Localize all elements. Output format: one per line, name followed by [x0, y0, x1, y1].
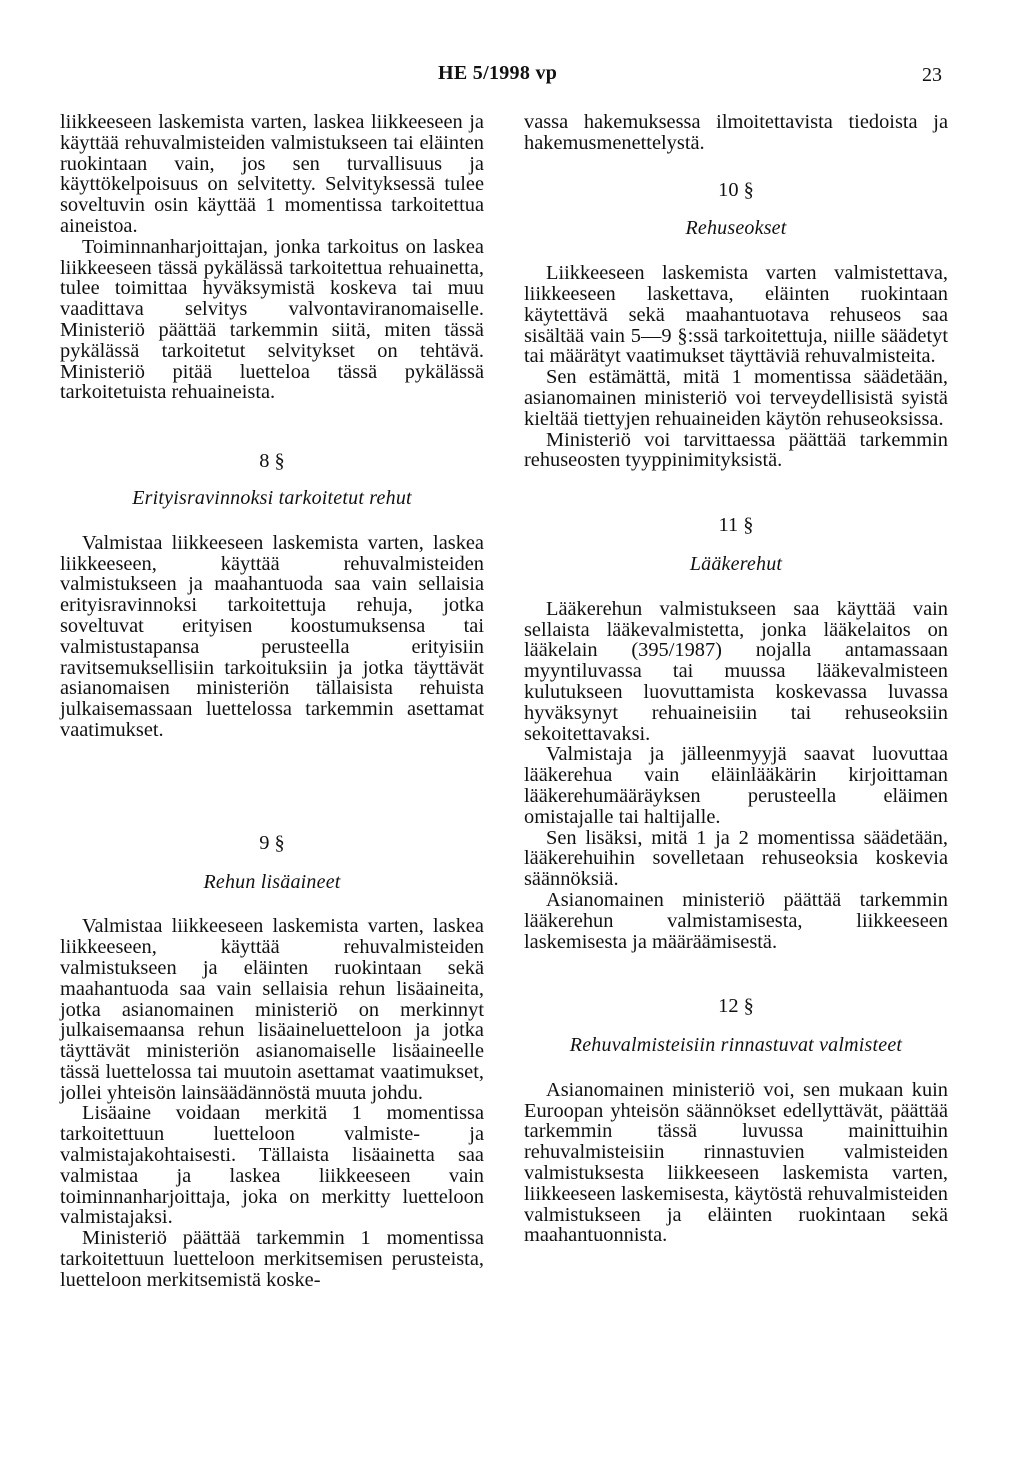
paragraph: Asianomainen ministeriö voi, sen mukaan kuin Euroopan yhteisön säännökset edellyttävät, päättää tarkemmin tässä luvussa mainittuihin rehuvalmisteisiin rinnastuvien valmisteiden valmistuksesta liikkeeseen laskemista varten, liikkeeseen laskemisesta, käytöstä rehuvalmisteiden valmistukseen ja eläinten ruokintaan sekä maahantuonnista.: [524, 1078, 948, 1247]
paragraph: Toiminnanharjoittajan, jonka tarkoitus on laskea liikkeeseen tässä pykälässä tarkoitettua rehuainetta, tulee toimittaa hyväksymistä koskeva tai muu vaadittava selvitys valvontaviranomaiselle. Ministeriö päättää tarkemmin siitä, miten tässä pykälässä tarkoitetut selvitykset on tehtävä. Ministeriö pitää luetteloa tässä pykälässä tarkoitetuista rehuaineista.: [60, 235, 484, 404]
paragraph: liikkeeseen laskemista varten, laskea liikkeeseen ja käyttää rehuvalmisteiden valmistukseen tai eläinten ruokintaan vain, jos sen turvallisuus ja käyttökelpoisuus on selvitetty. Selvityksessä tulee soveltuvin osin käyttää 1 momentissa tarkoitettua aineistoa.: [60, 111, 484, 237]
section-number-12: 12 §: [718, 995, 754, 1018]
paragraph: Sen lisäksi, mitä 1 ja 2 momentissa säädetään, lääkerehuihin sovelletaan rehuseoksia koskevia säännöksiä.: [524, 826, 948, 891]
paragraph: Asianomainen ministeriö päättää tarkemmin lääkerehun valmistamisesta, liikkeeseen laskemisesta ja määräämisestä.: [524, 888, 948, 953]
page-number: 23: [922, 64, 942, 86]
paragraph: Valmistaa liikkeeseen laskemista varten, laskea liikkeeseen, käyttää rehuvalmisteiden valmistukseen ja eläinten ruokintaan sekä maahantuoda saa vain sellaisia rehun lisäaineita, jotka asianomainen ministeriö on merkinnyt julkaisemaansa rehun lisäaineluetteloon ja jotka täyttävät ministeriön asianomaiselle lisäaineelle tässä luettelossa tai muutoin asettamat vaatimukset, jollei yhteisön lainsäädännöstä muuta johdu.: [60, 915, 484, 1104]
section-title-9: Rehun lisäaineet: [203, 870, 341, 893]
paragraph: Ministeriö päättää tarkemmin 1 momentissa tarkoitettuun luetteloon merkitsemisen perusteista, luetteloon merkitsemistä koske-: [60, 1227, 484, 1291]
paragraph: Liikkeeseen laskemista varten valmistettava, liikkeeseen laskettava, eläinten ruokintaan käytettävä sekä maahantuotava rehuseos saa sisältää vain 5—9 §:ssä tarkoitettuja, niille säädetyt tai määrätyt vaatimukset täyttäviä rehuvalmisteita.: [524, 262, 948, 368]
document-title: HE 5/1998 vp: [438, 62, 558, 84]
section-title-12: Rehuvalmisteisiin rinnastuvat valmisteet: [569, 1034, 903, 1057]
paragraph: Valmistaja ja jälleenmyyjä saavat luovuttaa lääkerehua vain eläinlääkärin kirjoittaman lääkerehumääräyksen perusteella eläimen omistajalle tai haltijalle.: [524, 743, 948, 828]
section-number-11: 11 §: [718, 514, 754, 537]
section-number-8: 8 §: [259, 450, 285, 473]
paragraph: Valmistaa liikkeeseen laskemista varten, laskea liikkeeseen, käyttää rehuvalmisteiden valmistukseen ja maahantuoda saa vain sellaisia erityisravinnoksi tarkoitettuja rehuja, jotka soveltuvat erityisen koostumuksensa tai valmistustapansa perusteella erityisiin ravitsemuksellisiin tarkoituksiin ja jotka täyttävät asianomaisen ministeriön tällaisista rehuista julkaisemassaan luettelossa tarkemmin asettamat vaatimukset.: [60, 531, 484, 741]
section-number-9: 9 §: [259, 831, 285, 854]
right-column: [524, 112, 948, 1246]
paragraph: Lisäaine voidaan merkitä 1 momentissa tarkoitettuun luetteloon valmiste- ja valmistajakohtaisesti. Tällaista lisäainetta saa valmistaa ja laskea liikkeeseen vain toiminnanharjoittaja, joka on merkitty luetteloon valmistajaksi.: [60, 1102, 484, 1229]
left-column: [60, 112, 484, 1291]
paragraph: Sen estämättä, mitä 1 momentissa säädetään, asianomainen ministeriö voi terveydellisistä syistä kieltää tiettyjen rehuaineiden käytön rehuseoksissa.: [524, 366, 948, 430]
section-title-10: Rehuseokset: [685, 217, 787, 240]
page-header: [0, 62, 1024, 92]
section-title-11: Lääkerehut: [689, 552, 783, 575]
section-title-8: Erityisravinnoksi tarkoitetut rehut: [132, 486, 412, 509]
paragraph: vassa hakemuksessa ilmoitettavista tiedoista ja hakemusmenettelystä.: [524, 111, 948, 154]
section-number-10: 10 §: [718, 178, 754, 201]
paragraph: Ministeriö voi tarvittaessa päättää tarkemmin rehuseosten tyyppinimityksistä.: [524, 428, 948, 472]
paragraph: Lääkerehun valmistukseen saa käyttää vain sellaista lääkevalmistetta, jonka lääkelaitos on lääkelain (395/1987) nojalla antamassaan myyntiluvassa tai muussa lääkevalmisteen kulutukseen luovuttamista koskevassa luvassa hyväksynyt rehuaineisiin tai rehuseoksiin sekoitettavaksi.: [524, 597, 948, 745]
